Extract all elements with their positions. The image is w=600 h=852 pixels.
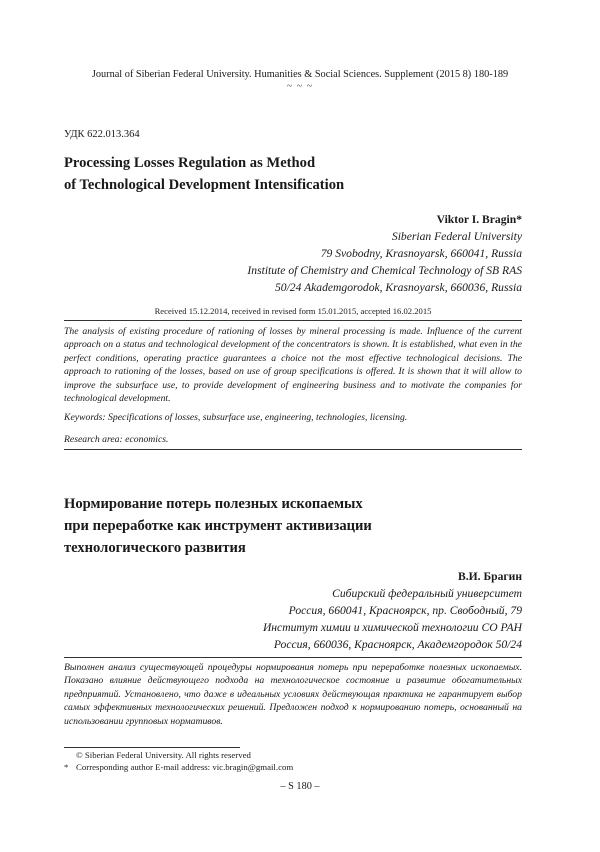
abstract-top-rule [64, 320, 522, 321]
russian-abstract-rule [64, 657, 522, 658]
russian-affiliation: Россия, 660036, Красноярск, Академгородок 50/24 [273, 638, 522, 651]
corresponding-footnote [64, 762, 293, 773]
footnote-star: * [64, 762, 69, 772]
russian-affiliation: Сибирский федеральный университет [332, 587, 522, 600]
journal-header: Journal of Siberian Federal University. Humanities & Social Sciences. Supplement (2015 8) 180-189 [91, 69, 509, 80]
english-affiliation: 50/24 Akademgorodok, Krasnoyarsk, 660036, Russia [274, 281, 522, 294]
english-author-name: Viktor I. Bragin* [436, 213, 522, 226]
english-abstract: The analysis of existing procedure of rationing of losses by mineral processing is made. Influence of the current approach on a status and technological development of the concentrators is shown. It is established, what even in the perfect conditions, operating practice guarantees a choice not the most effective technological decisions. The approach to rationing of the losses, based on use of group specifications is offered. It is shown that it will allow to improve the subsurface use, to provide development of engineering business and to motivate the companies for technological development. [64, 326, 522, 405]
english-keywords: Keywords: Specifications of losses, subsurface use, engineering, technologies, licensing. [64, 412, 408, 423]
research-area: Research area: economics. [64, 434, 169, 445]
copyright-text: © Siberian Federal University. All rights reserved [76, 750, 251, 760]
russian-author-block [62, 568, 522, 653]
russian-affiliation: Институт химии и химической технологии СО РАН [262, 621, 522, 634]
russian-affiliation: Россия, 660041, Красноярск, пр. Свободный, 79 [288, 604, 522, 617]
english-affiliation: Siberian Federal University [391, 230, 522, 243]
copyright-footnote [64, 750, 251, 761]
russian-title-line: при переработке как инструмент активизации [64, 518, 372, 534]
russian-title [64, 493, 536, 559]
received-dates: Received 15.12.2014, received in revised form 15.01.2015, accepted 16.02.2015 [154, 306, 432, 316]
corresponding-email: Corresponding author E-mail address: vic.bragin@gmail.com [76, 762, 294, 772]
english-title [64, 152, 536, 196]
russian-title-line: Нормирование потерь полезных ископаемых [64, 496, 363, 512]
english-title-line: of Technological Development Intensification [64, 177, 345, 193]
russian-abstract: Выполнен анализ существующей процедуры нормирования потерь при переработке полезных ископаемых. Показано влияние действующего подхода на технологическое состояние и развитие обогатительных предприятий. Установлено, что даже в идеальных условиях действующая практика не гарантирует выбор самых эффективных технологических решений. Предложен подход к нормированию потерь, основанный на использовании групповых нормативов. [64, 662, 522, 727]
header-separator: ~ ~ ~ [286, 81, 314, 92]
english-title-line: Processing Losses Regulation as Method [64, 155, 316, 171]
footnote-rule [64, 747, 240, 748]
page-number: – S 180 – [280, 781, 320, 792]
english-affiliation: 79 Svobodny, Krasnoyarsk, 660041, Russia [320, 247, 522, 260]
english-affiliation: Institute of Chemistry and Chemical Technology of SB RAS [247, 264, 522, 277]
russian-title-line: технологического развития [64, 540, 246, 556]
russian-author-name: В.И. Брагин [458, 570, 522, 583]
udk-code: УДК 622.013.364 [64, 129, 140, 140]
english-author-block [62, 211, 522, 296]
abstract-bottom-rule [64, 449, 522, 450]
